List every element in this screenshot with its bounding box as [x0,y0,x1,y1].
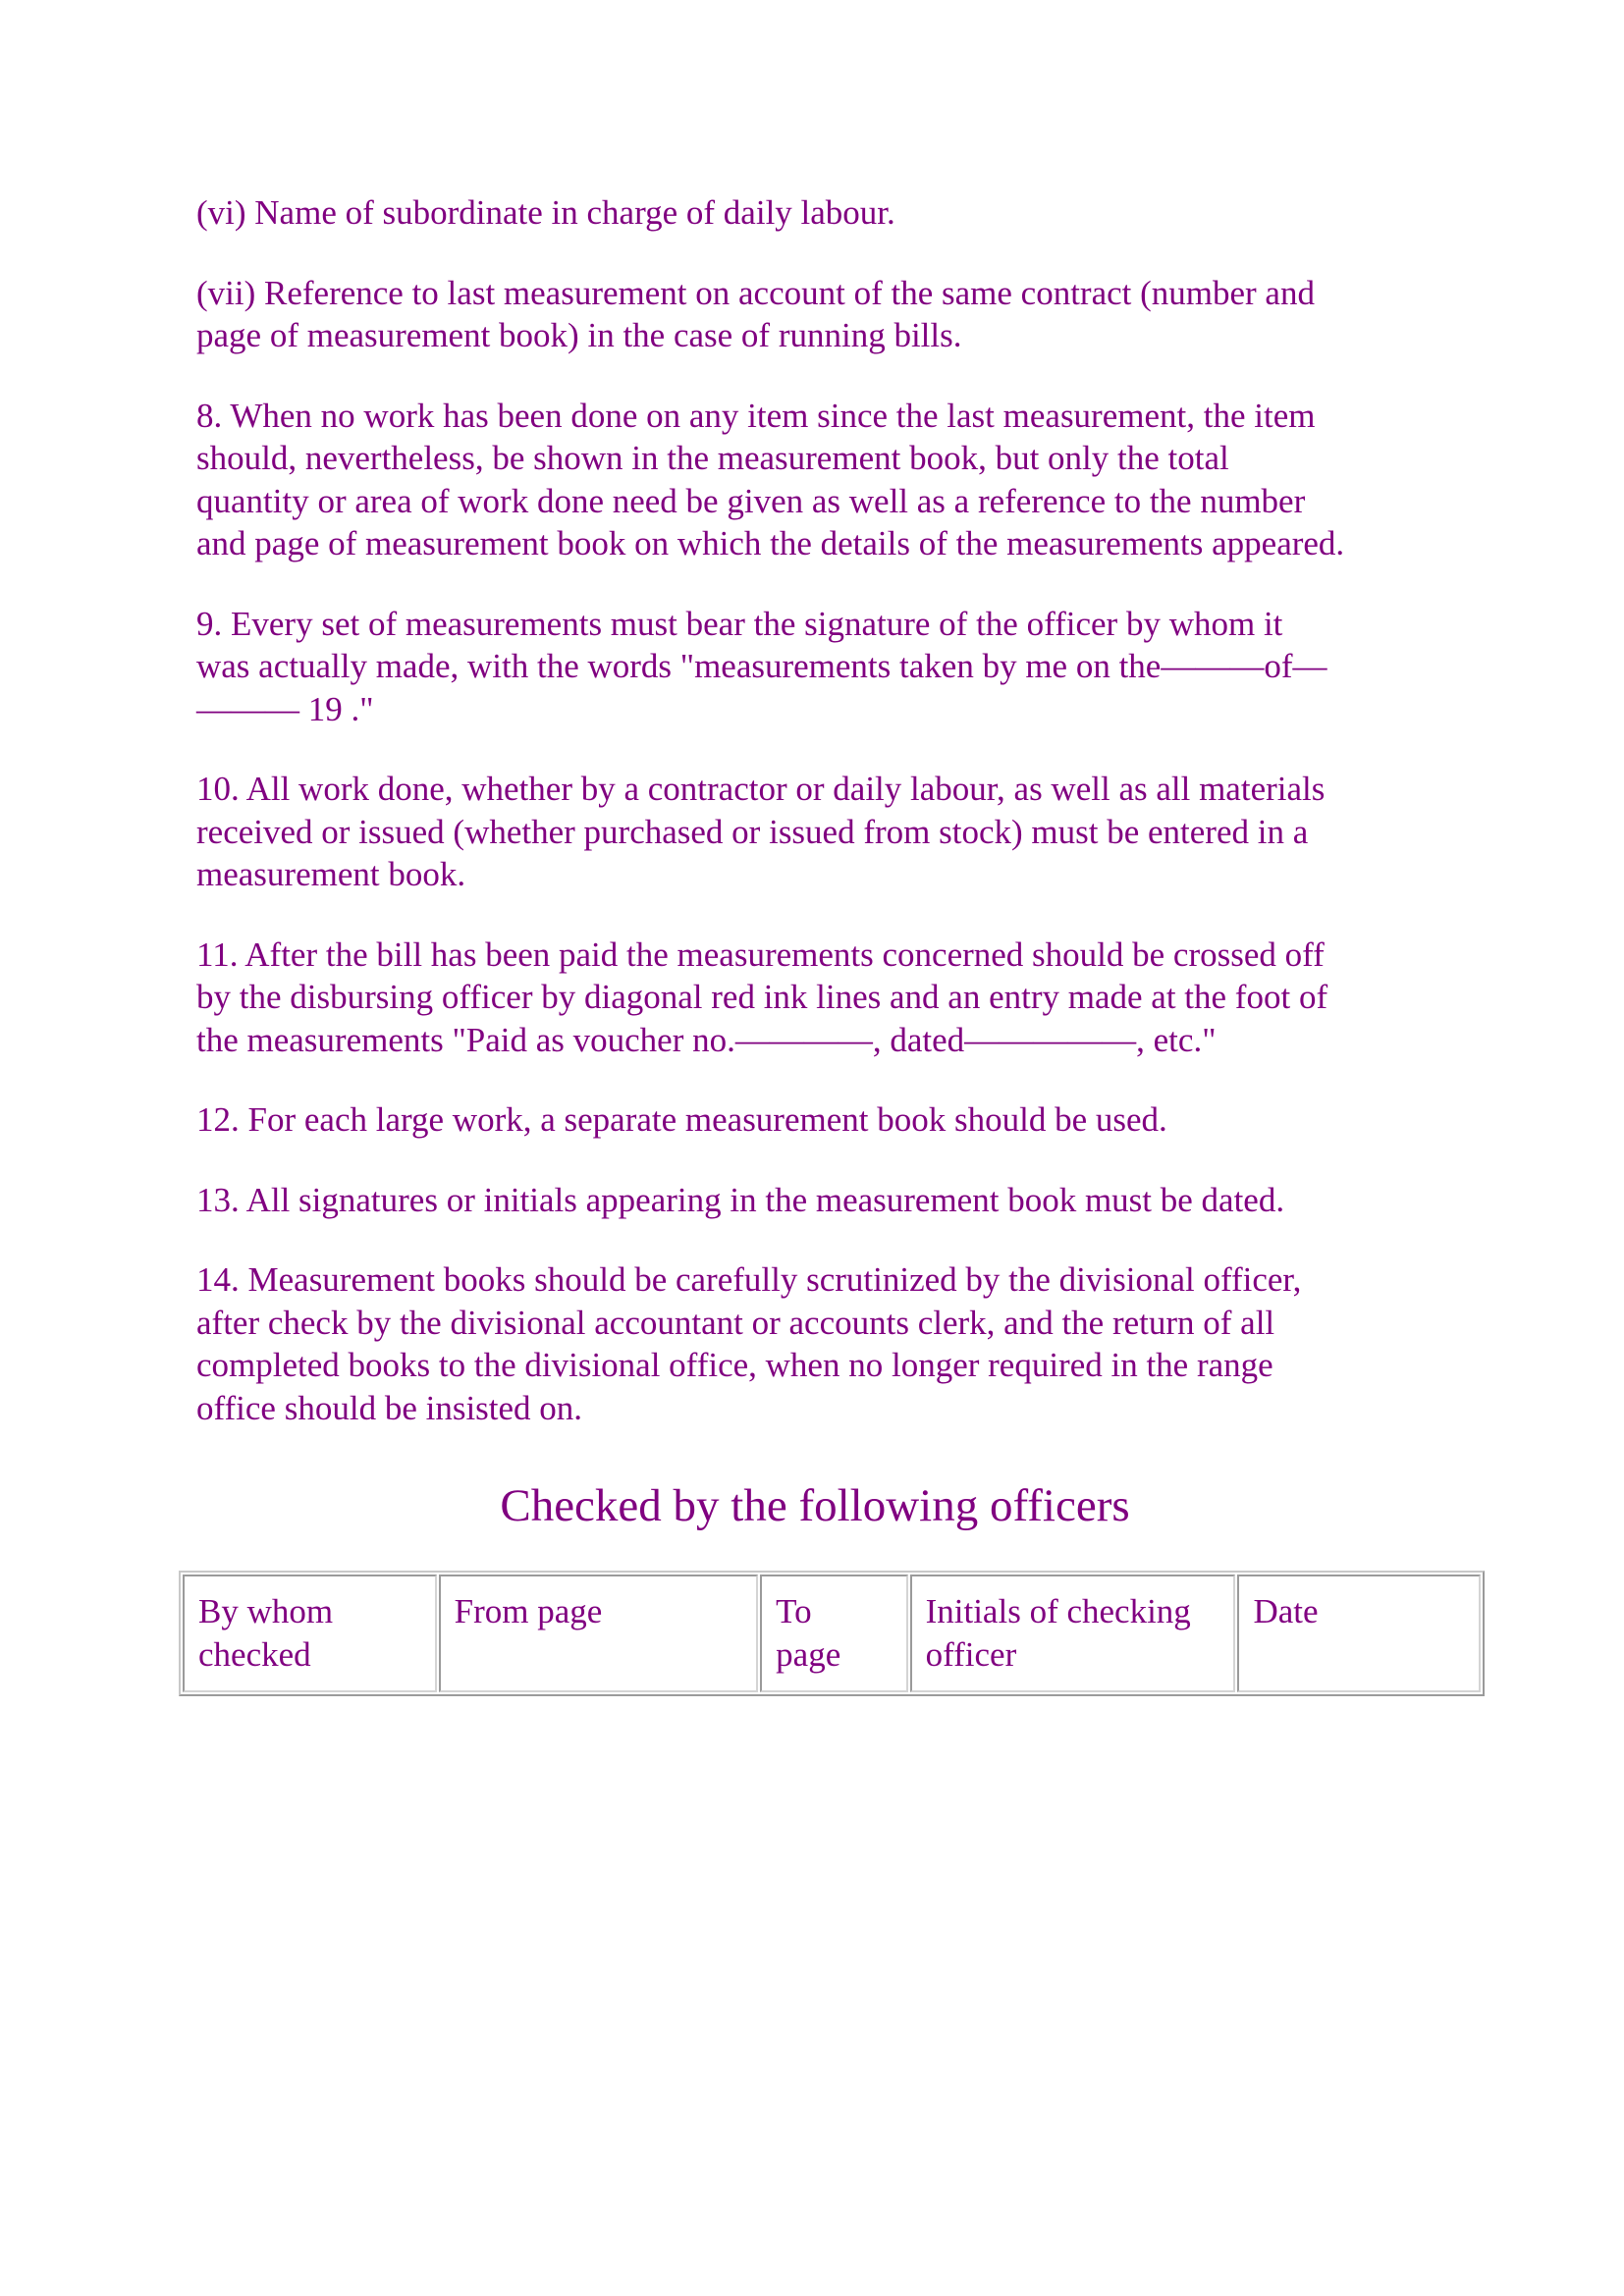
section-heading: Checked by the following officers [500,1480,1130,1531]
column-header-by-whom: By whom checked [183,1575,437,1692]
paragraph-vi: (vi) Name of subordinate in charge of daily labour. [196,193,895,232]
paragraph-8: 8. When no work has been done on any item since the last measurement, the item should, nevertheless, be shown in the measurement book, but only the total quantity or area of work done need be given as well as a reference to the number and page of measurement book on which the details of the measurements appeared. [196,396,1345,562]
paragraph-10: 10. All work done, whether by a contractor or daily labour, as well as all materials received or issued (whether purchased or issued from stock) must be entered in a measurement book. [196,770,1326,893]
document-page [196,191,1453,1696]
paragraph-vii: (vii) Reference to last measurement on account of the same contract (number and page of measurement book) in the case of running bills. [196,273,1315,354]
column-header-from-page: From page [439,1575,759,1692]
column-header-initials: Initials of checking officer [910,1575,1236,1692]
paragraph-12: 12. For each large work, a separate measurement book should be used. [196,1100,1167,1139]
paragraph-9: 9. Every set of measurements must bear the signature of the officer by whom it was actually made, with the words "measurements taken by me on the———of— ——— 19 ." [196,604,1327,728]
column-header-date: Date [1237,1575,1481,1692]
paragraph-13: 13. All signatures or initials appearing in the measurement book must be dated. [196,1180,1285,1219]
paragraph-11: 11. After the bill has been paid the measurements concerned should be crossed off by the disbursing officer by diagonal red ink lines and an entry made at the foot of the measurements "Paid as voucher no.————, dated—————, etc." [196,934,1328,1059]
table-header-row [183,1575,1481,1692]
checked-by-officers-table [179,1571,1485,1696]
column-header-to-page: To page [760,1575,907,1692]
paragraph-14: 14. Measurement books should be carefully scrutinized by the divisional officer, after check by the divisional accountant or accounts clerk, and the return of all completed books to the divisional office, when no longer required in the range office should be insisted on. [196,1260,1302,1427]
